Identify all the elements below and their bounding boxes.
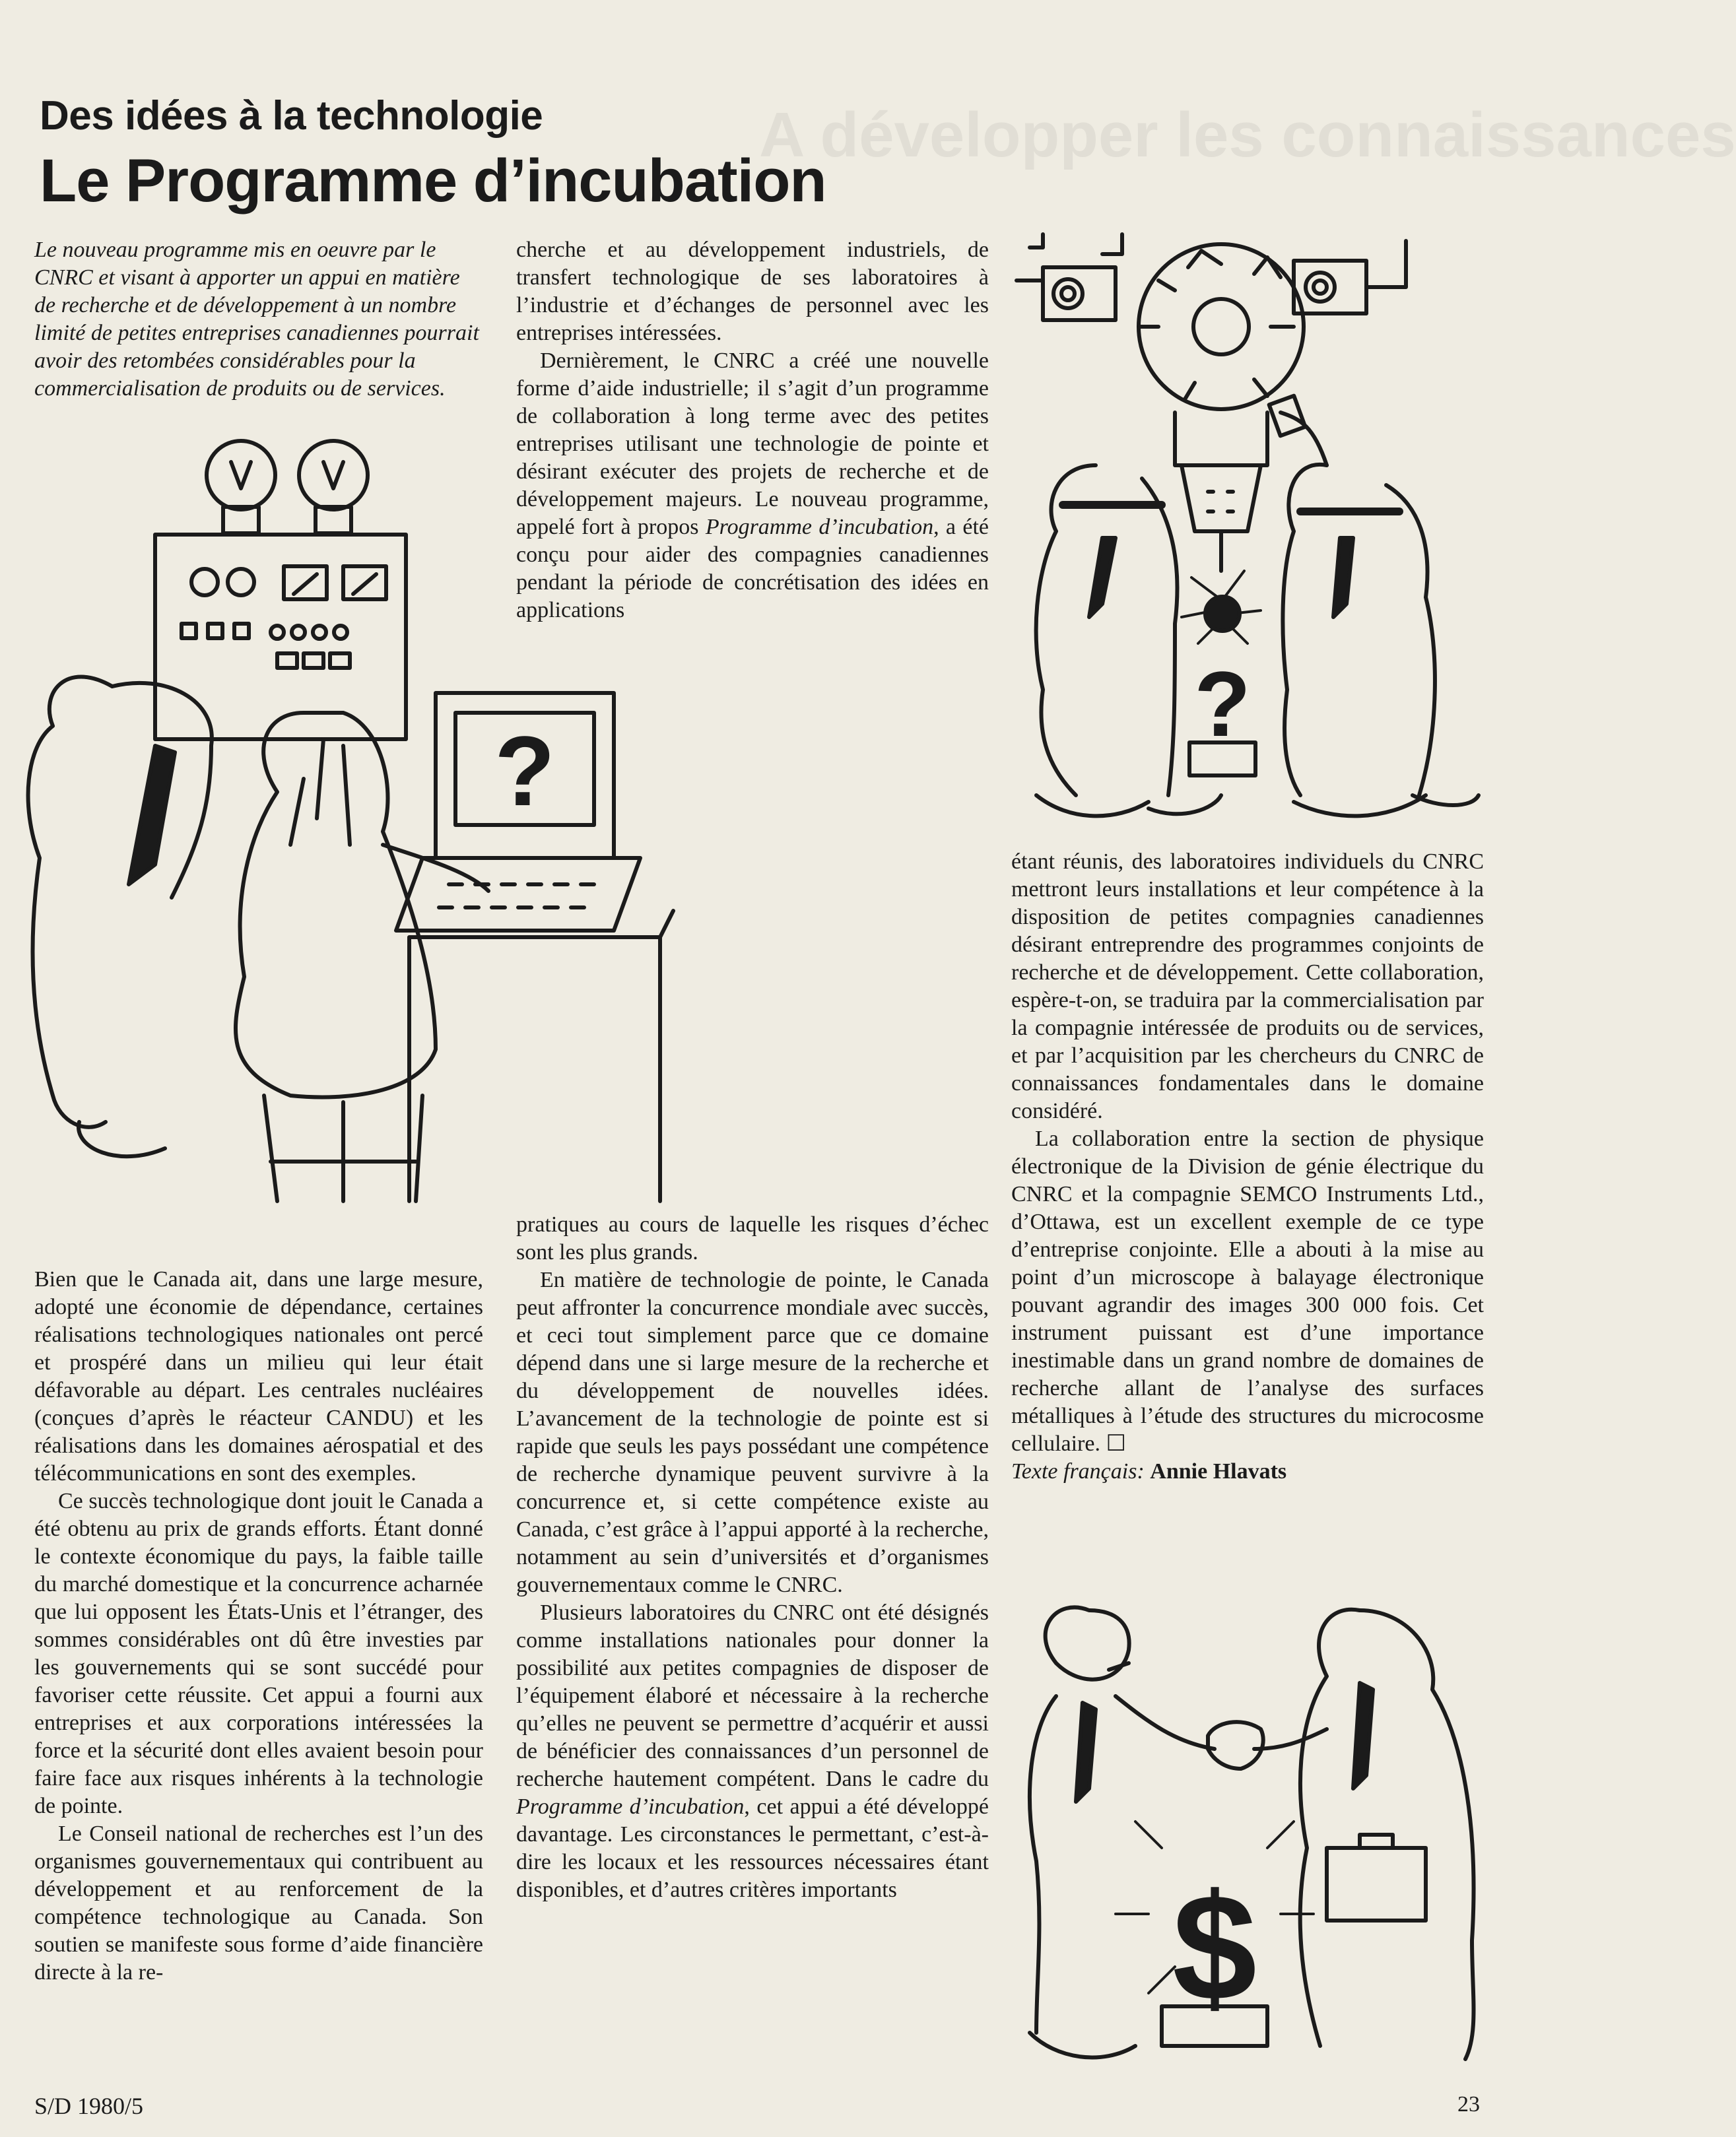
- col2-paragraph-5: Plusieurs laboratoires du CNRC ont été désignés comme installations nationales pour donner la possibilité aux petites compagnies de disposer de l’équipement élaboré et nécessaire à la recherche qu’elles ne peuvent se permettre d’acquérir et aussi de bénéficier des connaissances d’un personnel de recherche hautement compétent. Dans le cadre du Programme d’incubation, cet appui a été développé davantage. Les circonstances le permettant, c’est-à-dire les locaux et les ressources nécessaires étant disponibles, et d’autres critères importants: [516, 1600, 989, 1902]
- translator-credit: Texte français: Annie Hlavats: [1011, 1459, 1287, 1484]
- bleed-through-title: A développer les connaissances: [759, 100, 1736, 170]
- col1-paragraph-1: Bien que le Canada ait, dans une large mesure, adopté une économie de dépendance, certaines réalisations technologiques nationales ont percé et prospéré dans un milieu qui leur était défavorable au départ. Les centrales nucléaires (conçues d’après le réacteur CANDU) et les réalisations dans les domaines aérospatial et des télécommunications en sont des exemples.: [34, 1267, 483, 1486]
- col1-paragraph-3: Le Conseil national de recherches est l’un des organismes gouvernementaux qui contribuent au développement et au renforcement de la compétence technologique au Canada. Son soutien se manifeste sous forme d’aide financière directe à la re-: [34, 1822, 483, 1985]
- dollar-sign: $: [1172, 1862, 1257, 2032]
- press-question-mark: ?: [1194, 652, 1251, 756]
- article-title: Le Programme d’incubation: [40, 147, 826, 214]
- handshake-illustration: [1017, 1571, 1492, 2072]
- page-number: 23: [1457, 2092, 1480, 2117]
- article-kicker: Des idées à la technologie: [40, 93, 543, 139]
- article-lead: Le nouveau programme mis en oeuvre par le CNRC et visant à apporter un appui en matière de recherche et de développement à un nombre limité de petites entreprises canadiennes pourrait avoir des retombées considérables pour la commercialisation de produits ou de services.: [34, 238, 479, 401]
- computer-console-illustration: [13, 436, 700, 1228]
- col1-paragraph-2: Ce succès technologique dont jouit le Canada a été obtenu au prix de grands efforts. Étant donné le contexte économique du pays, la faible taille du marché domestique et la concurrence acharnée que lui opposent les États-Unis et l’étranger, des sommes considérables ont dû être investies par les gouvernements qui se sont succédé pour favoriser cette réussite. Cet appui a fourni aux entreprises et aux corporations intéressées la force et la sécurité dont elles avaient besoin pour faire face aux risques inhérents à la technologie de pointe.: [34, 1489, 483, 1818]
- program-name-emphasis-2: Programme d’incubation: [516, 1794, 745, 1819]
- column-1: [34, 1266, 483, 1987]
- program-name-emphasis: Programme d’incubation: [705, 515, 934, 539]
- column-3: [1011, 848, 1484, 1486]
- col2-paragraph-3: pratiques au cours de laquelle les risques d’échec sont les plus grands.: [516, 1212, 989, 1265]
- col2-paragraph-2: Dernièrement, le CNRC a créé une nouvelle forme d’aide industrielle; il s’agit d’un programme de collaboration à long terme avec des petites entreprises utilisant une technologie de pointe et désirant exécuter des projets de recherche et de développement majeurs. Le nouveau programme, appelé fort à propos Programme d’incubation, a été conçu pour aider des compagnies canadiennes pendant la période de concrétisation des idées en applications: [516, 348, 989, 622]
- microscope-illustration: [1017, 228, 1492, 835]
- computer-question-mark: ?: [494, 715, 555, 826]
- issue-reference: S/D 1980/5: [34, 2093, 144, 2119]
- col3-paragraph-1: étant réunis, des laboratoires individuels du CNRC mettront leurs installations et leur compétence à la disposition de petites compagnies canadiennes désirant entreprendre des programmes conjoints de recherche et de développement. Cette collaboration, espère-t-on, se traduira par la commercialisation par la compagnie intéressée de produits ou de services, et par l’acquisition par les chercheurs du CNRC de connaissances fondamentales dans le domaine considéré.: [1011, 849, 1484, 1123]
- column-2-bottom: [516, 1211, 989, 1904]
- col3-paragraph-2: La collaboration entre la section de physique électronique de la Division de génie électrique du CNRC et la compagnie SEMCO Instruments Ltd., d’Ottawa, est un excellent exemple de ce type d’entreprise conjointe. Elle a abouti à la mise au point d’un microscope à balayage électronique pouvant agrandir des images 300 000 fois. Cet instrument puissant est d’une importance inestimable dans un grand nombre de domaines de recherche allant de l’analyse des surfaces métalliques à l’étude des structures du microcosme cellulaire. ☐: [1011, 1127, 1484, 1456]
- col2-paragraph-4: En matière de technologie de pointe, le Canada peut affronter la concurrence mondiale avec succès, et ceci tout simplement parce que ce domaine dépend dans une si large mesure de la recherche et du développement de nouvelles idées. L’avancement de la technologie de pointe est si rapide que seuls les pays possédant une compétence de recherche dynamique peuvent survivre à la concurrence et, si cette compétence existe au Canada, c’est grâce à l’appui apporté à la recherche, notamment au sein d’universités et d’organismes gouvernementaux comme le CNRC.: [516, 1268, 989, 1597]
- col2-paragraph-1: cherche et au développement industriels, de transfert technologique de ses laboratoires à l’industrie et d’échanges de personnel avec les entreprises intéressées.: [516, 238, 989, 345]
